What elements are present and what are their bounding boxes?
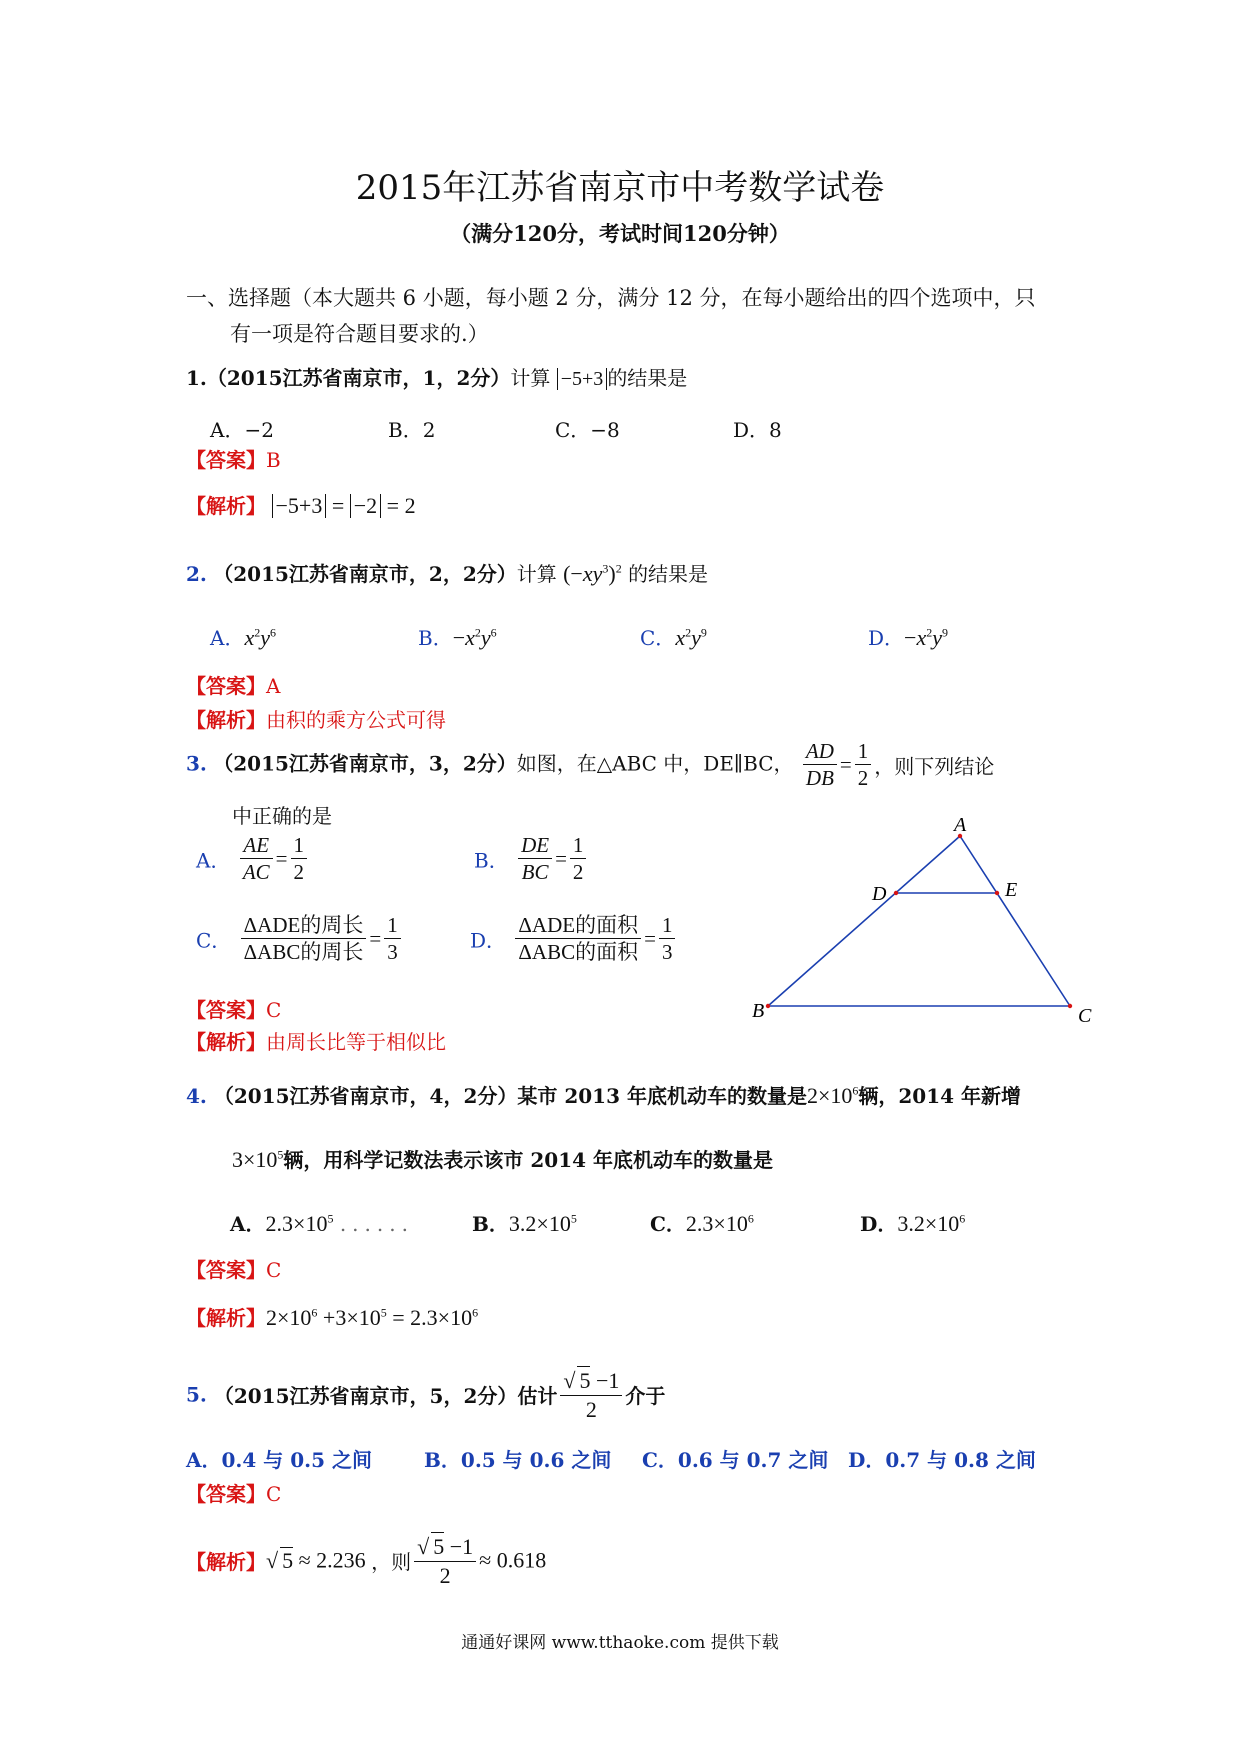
q2-option-a: A．$x^2y^6$ — [210, 625, 276, 650]
q4-answer-value: C — [266, 1258, 282, 1282]
point-b — [766, 1004, 770, 1008]
q3-text: 如图，在△ABC 中，DE∥BC， — [516, 751, 794, 776]
q1-analysis-expr2: −2 — [350, 494, 381, 518]
q4-text3: 辆，用科学记数法表示该市 2014 年底机动车的数量是 — [283, 1148, 774, 1172]
q2-stem — [186, 558, 708, 587]
q5-text-after: 介于 — [625, 1384, 666, 1408]
q5-analysis-then: ，则 — [371, 1552, 412, 1574]
analysis-label: 【解析】 — [186, 1030, 266, 1054]
q4-option-a: A．$2.3\times 10^5$ ...... — [230, 1211, 414, 1236]
q5-analysis-result: ≈ 0.618 — [479, 1547, 547, 1573]
q1-option-c: C．−8 — [555, 418, 620, 442]
point-d — [894, 891, 898, 895]
q4-stem-line2: $3\times 10^5$辆，用科学记数法表示该市 2014 年底机动车的数量是 — [232, 1147, 774, 1172]
label-a: A — [954, 814, 967, 836]
answer-label: 【答案】 — [186, 1258, 266, 1282]
q1-analysis — [186, 490, 416, 519]
q2-text-after: 的结果是 — [628, 562, 709, 586]
page-title: 2015年江苏省南京市中考数学试卷 — [355, 168, 885, 208]
q3-text-after: ，则下列结论 — [874, 754, 995, 779]
answer-label: 【答案】 — [186, 1482, 266, 1506]
q3-stem: 3. （2015江苏省南京市，3，2分）如图，在△ABC 中，DE∥BC， $\frac{AD}{DB}$ = $\frac{1}{2}$ ，则下列结论 — [186, 739, 995, 791]
analysis-label: 【解析】 — [186, 496, 266, 518]
q4-option-c: C．$2.3\times 10^6$ — [650, 1211, 754, 1236]
q5-option-c: C．0.6 与 0.7 之间 — [642, 1448, 829, 1472]
q4-text2: 辆，2014 年新增 — [858, 1084, 1022, 1108]
label-d: D — [872, 883, 887, 905]
q1-analysis-expr1: −5+3 — [272, 494, 327, 518]
q3-source: （2015江苏省南京市，3，2分） — [213, 751, 517, 776]
q2-analysis — [186, 704, 446, 733]
section-header-line2: 有一项是符合题目要求的.） — [230, 322, 489, 346]
q3-stem-line2: 中正确的是 — [232, 804, 332, 828]
analysis-label: 【解析】 — [186, 1306, 266, 1330]
q3-analysis — [186, 1026, 446, 1055]
answer-label: 【答案】 — [186, 448, 266, 472]
q1-analysis-eq: = — [331, 493, 345, 518]
q3-number: 3. — [186, 751, 207, 776]
page-subtitle: （满分120分，考试时间120分钟） — [450, 221, 790, 246]
q2-option-c: C．$x^2y^9$ — [640, 625, 707, 650]
page-footer: 通通好课网 www.tthaoke.com 提供下载 — [461, 1633, 779, 1653]
analysis-label: 【解析】 — [186, 708, 266, 732]
q3-half-fraction: $\frac{1}{2}$ — [855, 738, 872, 792]
q5-source: （2015江苏省南京市，5，2分） — [213, 1384, 518, 1408]
q2-answer — [186, 670, 280, 699]
q4-number: 4. — [186, 1084, 207, 1108]
q3-option-b: B． $\frac{DE}{BC}$ = $\frac{1}{2}$ — [474, 832, 589, 886]
q4-answer — [186, 1254, 281, 1283]
q4-option-b: B．$3.2\times 10^5$ — [472, 1211, 577, 1236]
q3-option-a: A． $\frac{AE}{AC}$ = $\frac{1}{2}$ — [196, 832, 310, 886]
q5-analysis-approx: ≈ 2.236 — [298, 1547, 366, 1573]
q5-option-a: A．0.4 与 0.5 之间 — [186, 1448, 372, 1472]
label-c: C — [1078, 1005, 1092, 1027]
side-ab — [768, 836, 960, 1006]
answer-label: 【答案】 — [186, 998, 266, 1022]
q5-fraction: $\frac{√ 5 -1}{2}$ — [560, 1366, 622, 1423]
q2-answer-value: A — [266, 674, 281, 698]
q5-analysis: 【解析】√ 5 ≈ 2.236 ，则 $\frac{√ 5 -1}{2}$ ≈ 0.618 — [186, 1534, 547, 1588]
q4-option-d: D．$3.2\times 10^6$ — [860, 1211, 966, 1236]
q2-text: 计算 — [516, 562, 557, 586]
q5-text: 估计 — [517, 1384, 558, 1408]
q3-answer — [186, 994, 281, 1023]
q4-filler-dots: ...... — [339, 1212, 414, 1236]
q1-option-b: B．2 — [388, 418, 436, 442]
q4-stem: 4. （2015江苏省南京市，4，2分）某市 2013 年底机动车的数量是$2\times 10^6$辆，2014 年新增 — [186, 1083, 1022, 1108]
q1-option-d: D．8 — [733, 418, 782, 442]
q5-option-b: B．0.5 与 0.6 之间 — [424, 1448, 612, 1472]
q3-option-d: D． $\frac{\text{ΔADE的面积}}{\text{ΔABC的面积}}$ = $\frac{1}{3}$ — [470, 912, 678, 966]
q5-answer-value: C — [266, 1482, 282, 1506]
q2-analysis-text: 由积的乘方公式可得 — [266, 708, 446, 732]
q1-text: 计算 — [510, 366, 551, 390]
q2-option-b: B．$-x^2y^6$ — [418, 625, 497, 650]
answer-label: 【答案】 — [186, 674, 266, 698]
q2-expression: $(-xy^3)^2$ — [563, 561, 622, 586]
q3-option-c: C． $\frac{\text{ΔADE的周长}}{\text{ΔABC的周长}}$ = $\frac{1}{3}$ — [196, 912, 404, 966]
q5-stem — [186, 1366, 665, 1423]
q5-number: 5. — [186, 1382, 207, 1407]
q4-source: （2015江苏省南京市，4，2分） — [213, 1084, 518, 1108]
q2-option-d: D．$-x^2y^9$ — [868, 625, 948, 650]
q1-answer — [186, 444, 281, 473]
analysis-label: 【解析】 — [186, 1552, 266, 1574]
q4-analysis: 【解析】$2\times 10^6 +3\times 10^5 = 2.3\times 10^6$ — [186, 1305, 479, 1330]
q5-answer — [186, 1478, 281, 1507]
point-c — [1068, 1004, 1072, 1008]
q2-source: （2015江苏省南京市，2，2分） — [213, 562, 517, 586]
q5-option-d: D．0.7 与 0.8 之间 — [848, 1448, 1036, 1472]
q3-answer-value: C — [266, 998, 282, 1022]
q1-expression: −5+3 — [557, 368, 608, 390]
point-e — [995, 891, 999, 895]
q1-source: （2015江苏省南京市，1，2分） — [206, 366, 511, 390]
q4-text1: 某市 2013 年底机动车的数量是 — [517, 1084, 807, 1108]
q3-analysis-text: 由周长比等于相似比 — [266, 1030, 446, 1054]
q3-ratio-fraction: $\frac{AD}{DB}$ — [803, 738, 837, 792]
q1-text-after: 的结果是 — [607, 366, 688, 390]
side-ac — [960, 836, 1070, 1006]
section-header-line1: 一、选择题（本大题共 6 小题，每小题 2 分，满分 12 分，在每小题给出的四个选项中，只 — [186, 286, 1036, 310]
label-b: B — [752, 1000, 765, 1022]
q3-triangle-figure — [740, 808, 1120, 1038]
q1-number: 1. — [186, 366, 207, 390]
q1-option-a: A．−2 — [210, 418, 274, 442]
q1-stem — [186, 362, 687, 391]
q2-number: 2. — [186, 562, 207, 586]
label-e: E — [1005, 879, 1018, 901]
q1-analysis-result: = 2 — [386, 493, 416, 518]
q1-answer-value: B — [266, 448, 281, 472]
